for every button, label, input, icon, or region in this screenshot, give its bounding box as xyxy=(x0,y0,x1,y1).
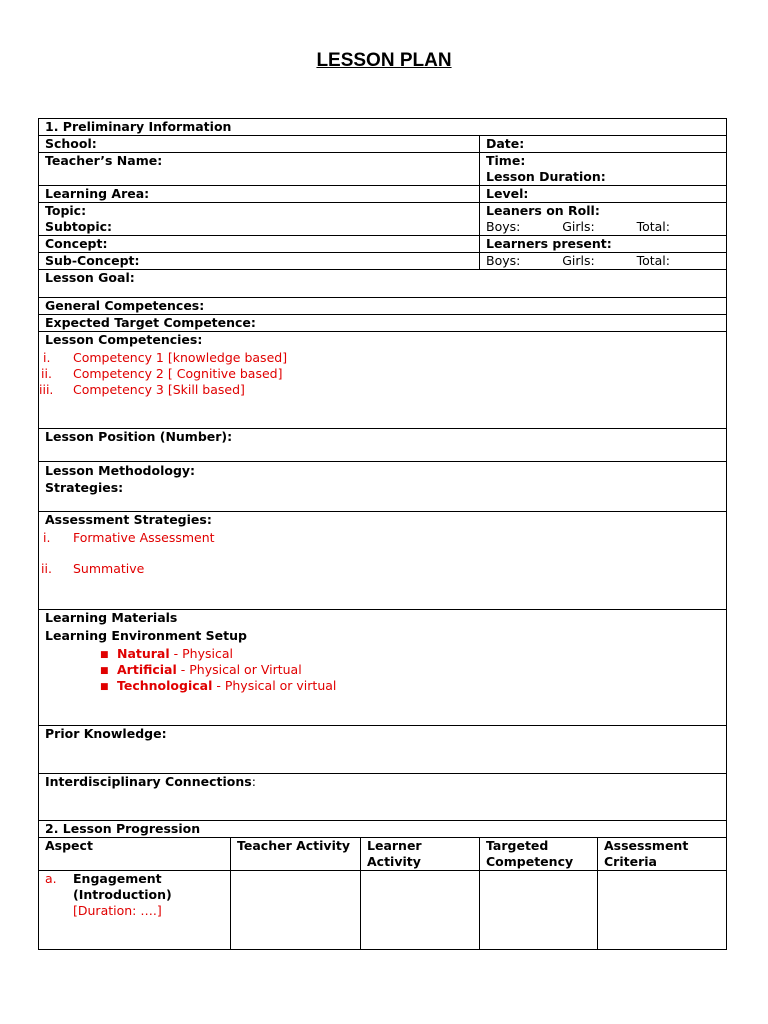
teacher-activity-cell[interactable] xyxy=(231,871,361,950)
engagement-label: Engagement (Introduction) xyxy=(73,871,172,902)
date-field[interactable]: Date: xyxy=(480,136,727,153)
topic-label: Topic: xyxy=(45,203,87,218)
learning-area-field[interactable]: Learning Area: xyxy=(39,186,480,203)
list-number: i. xyxy=(43,530,51,545)
assessment-strategies-cell[interactable] xyxy=(39,512,727,610)
duration-placeholder: [Duration: ….] xyxy=(73,903,162,918)
boys-label: Boys: xyxy=(486,253,521,268)
time-duration-cell[interactable] xyxy=(480,153,727,186)
topic-subtopic-cell[interactable] xyxy=(39,203,480,236)
assessment-strategies-label: Assessment Strategies: xyxy=(45,512,212,527)
lesson-goal-field[interactable]: Lesson Goal: xyxy=(39,270,727,298)
column-header-learner-activity: Learner Activity xyxy=(361,838,480,871)
environment-setup-label: Learning Environment Setup xyxy=(45,628,247,643)
sub-concept-field[interactable]: Sub-Concept: xyxy=(39,253,480,270)
school-field[interactable]: School: xyxy=(39,136,480,153)
list-number: ii. xyxy=(41,561,52,576)
column-header-teacher-activity: Teacher Activity xyxy=(231,838,361,871)
lesson-competencies-cell[interactable] xyxy=(39,332,727,429)
total-label: Total: xyxy=(636,219,670,234)
environment-desc: - Physical or virtual xyxy=(212,678,337,693)
environment-type: Technological xyxy=(117,678,213,693)
bullet-icon: ■ xyxy=(100,666,109,676)
level-field[interactable]: Level: xyxy=(480,186,727,203)
learners-on-roll-cell[interactable] xyxy=(480,203,727,236)
lesson-duration-label: Lesson Duration: xyxy=(486,169,606,184)
learner-activity-cell[interactable] xyxy=(361,871,480,950)
bullet-icon: ■ xyxy=(100,650,109,660)
prior-knowledge-field[interactable]: Prior Knowledge: xyxy=(39,726,727,774)
lesson-plan-table xyxy=(38,118,727,950)
methodology-cell[interactable] xyxy=(39,462,727,512)
column-header-aspect: Aspect xyxy=(39,838,231,871)
concept-field[interactable]: Concept: xyxy=(39,236,480,253)
interdisciplinary-colon: : xyxy=(251,774,256,789)
general-competences-field[interactable]: General Competences: xyxy=(39,298,727,315)
total-label: Total: xyxy=(636,253,670,268)
competency-item: Competency 1 [knowledge based] xyxy=(73,350,288,365)
engagement-aspect-cell[interactable] xyxy=(39,871,231,950)
list-number: a. xyxy=(45,871,57,886)
expected-target-competence-field[interactable]: Expected Target Competence: xyxy=(39,315,727,332)
lesson-competencies-label: Lesson Competencies: xyxy=(45,332,203,347)
teacher-name-field[interactable]: Teacher’s Name: xyxy=(39,153,480,186)
list-number: i. xyxy=(43,350,51,365)
table-row xyxy=(39,871,727,950)
strategies-label: Strategies: xyxy=(45,480,124,495)
assessment-criteria-cell[interactable] xyxy=(598,871,727,950)
lesson-methodology-label: Lesson Methodology: xyxy=(45,463,196,478)
learning-materials-cell[interactable] xyxy=(39,610,727,726)
girls-label: Girls: xyxy=(562,219,595,234)
document-title: LESSON PLAN xyxy=(316,50,452,71)
learners-present-field[interactable]: Learners present: xyxy=(480,236,727,253)
environment-desc: - Physical xyxy=(169,646,233,661)
interdisciplinary-label: Interdisciplinary Connections xyxy=(45,774,252,789)
environment-type: Natural xyxy=(117,646,170,661)
competency-item: Competency 3 [Skill based] xyxy=(73,382,245,397)
bullet-icon: ■ xyxy=(100,682,109,692)
boys-label: Boys: xyxy=(486,219,521,234)
learning-materials-label: Learning Materials xyxy=(45,610,178,625)
targeted-competency-cell[interactable] xyxy=(480,871,598,950)
lesson-position-field[interactable]: Lesson Position (Number): xyxy=(39,429,727,462)
section-preliminary-heading: 1. Preliminary Information xyxy=(39,119,727,136)
column-header-targeted-competency: Targeted Competency xyxy=(480,838,598,871)
section-progression-heading: 2. Lesson Progression xyxy=(39,821,727,838)
list-number: ii. xyxy=(41,366,52,381)
on-roll-label: Leaners on Roll: xyxy=(486,203,600,218)
environment-desc: - Physical or Virtual xyxy=(176,662,302,677)
environment-type: Artificial xyxy=(117,662,177,677)
time-label: Time: xyxy=(486,153,526,168)
assessment-item: Formative Assessment xyxy=(73,530,215,545)
present-breakdown-cell[interactable] xyxy=(480,253,727,270)
girls-label: Girls: xyxy=(562,253,595,268)
interdisciplinary-field[interactable] xyxy=(39,774,727,821)
competency-item: Competency 2 [ Cognitive based] xyxy=(73,366,283,381)
subtopic-label: Subtopic: xyxy=(45,219,113,234)
column-header-assessment-criteria: Assessment Criteria xyxy=(598,838,727,871)
list-number: iii. xyxy=(39,382,54,397)
assessment-item: Summative xyxy=(73,561,145,576)
